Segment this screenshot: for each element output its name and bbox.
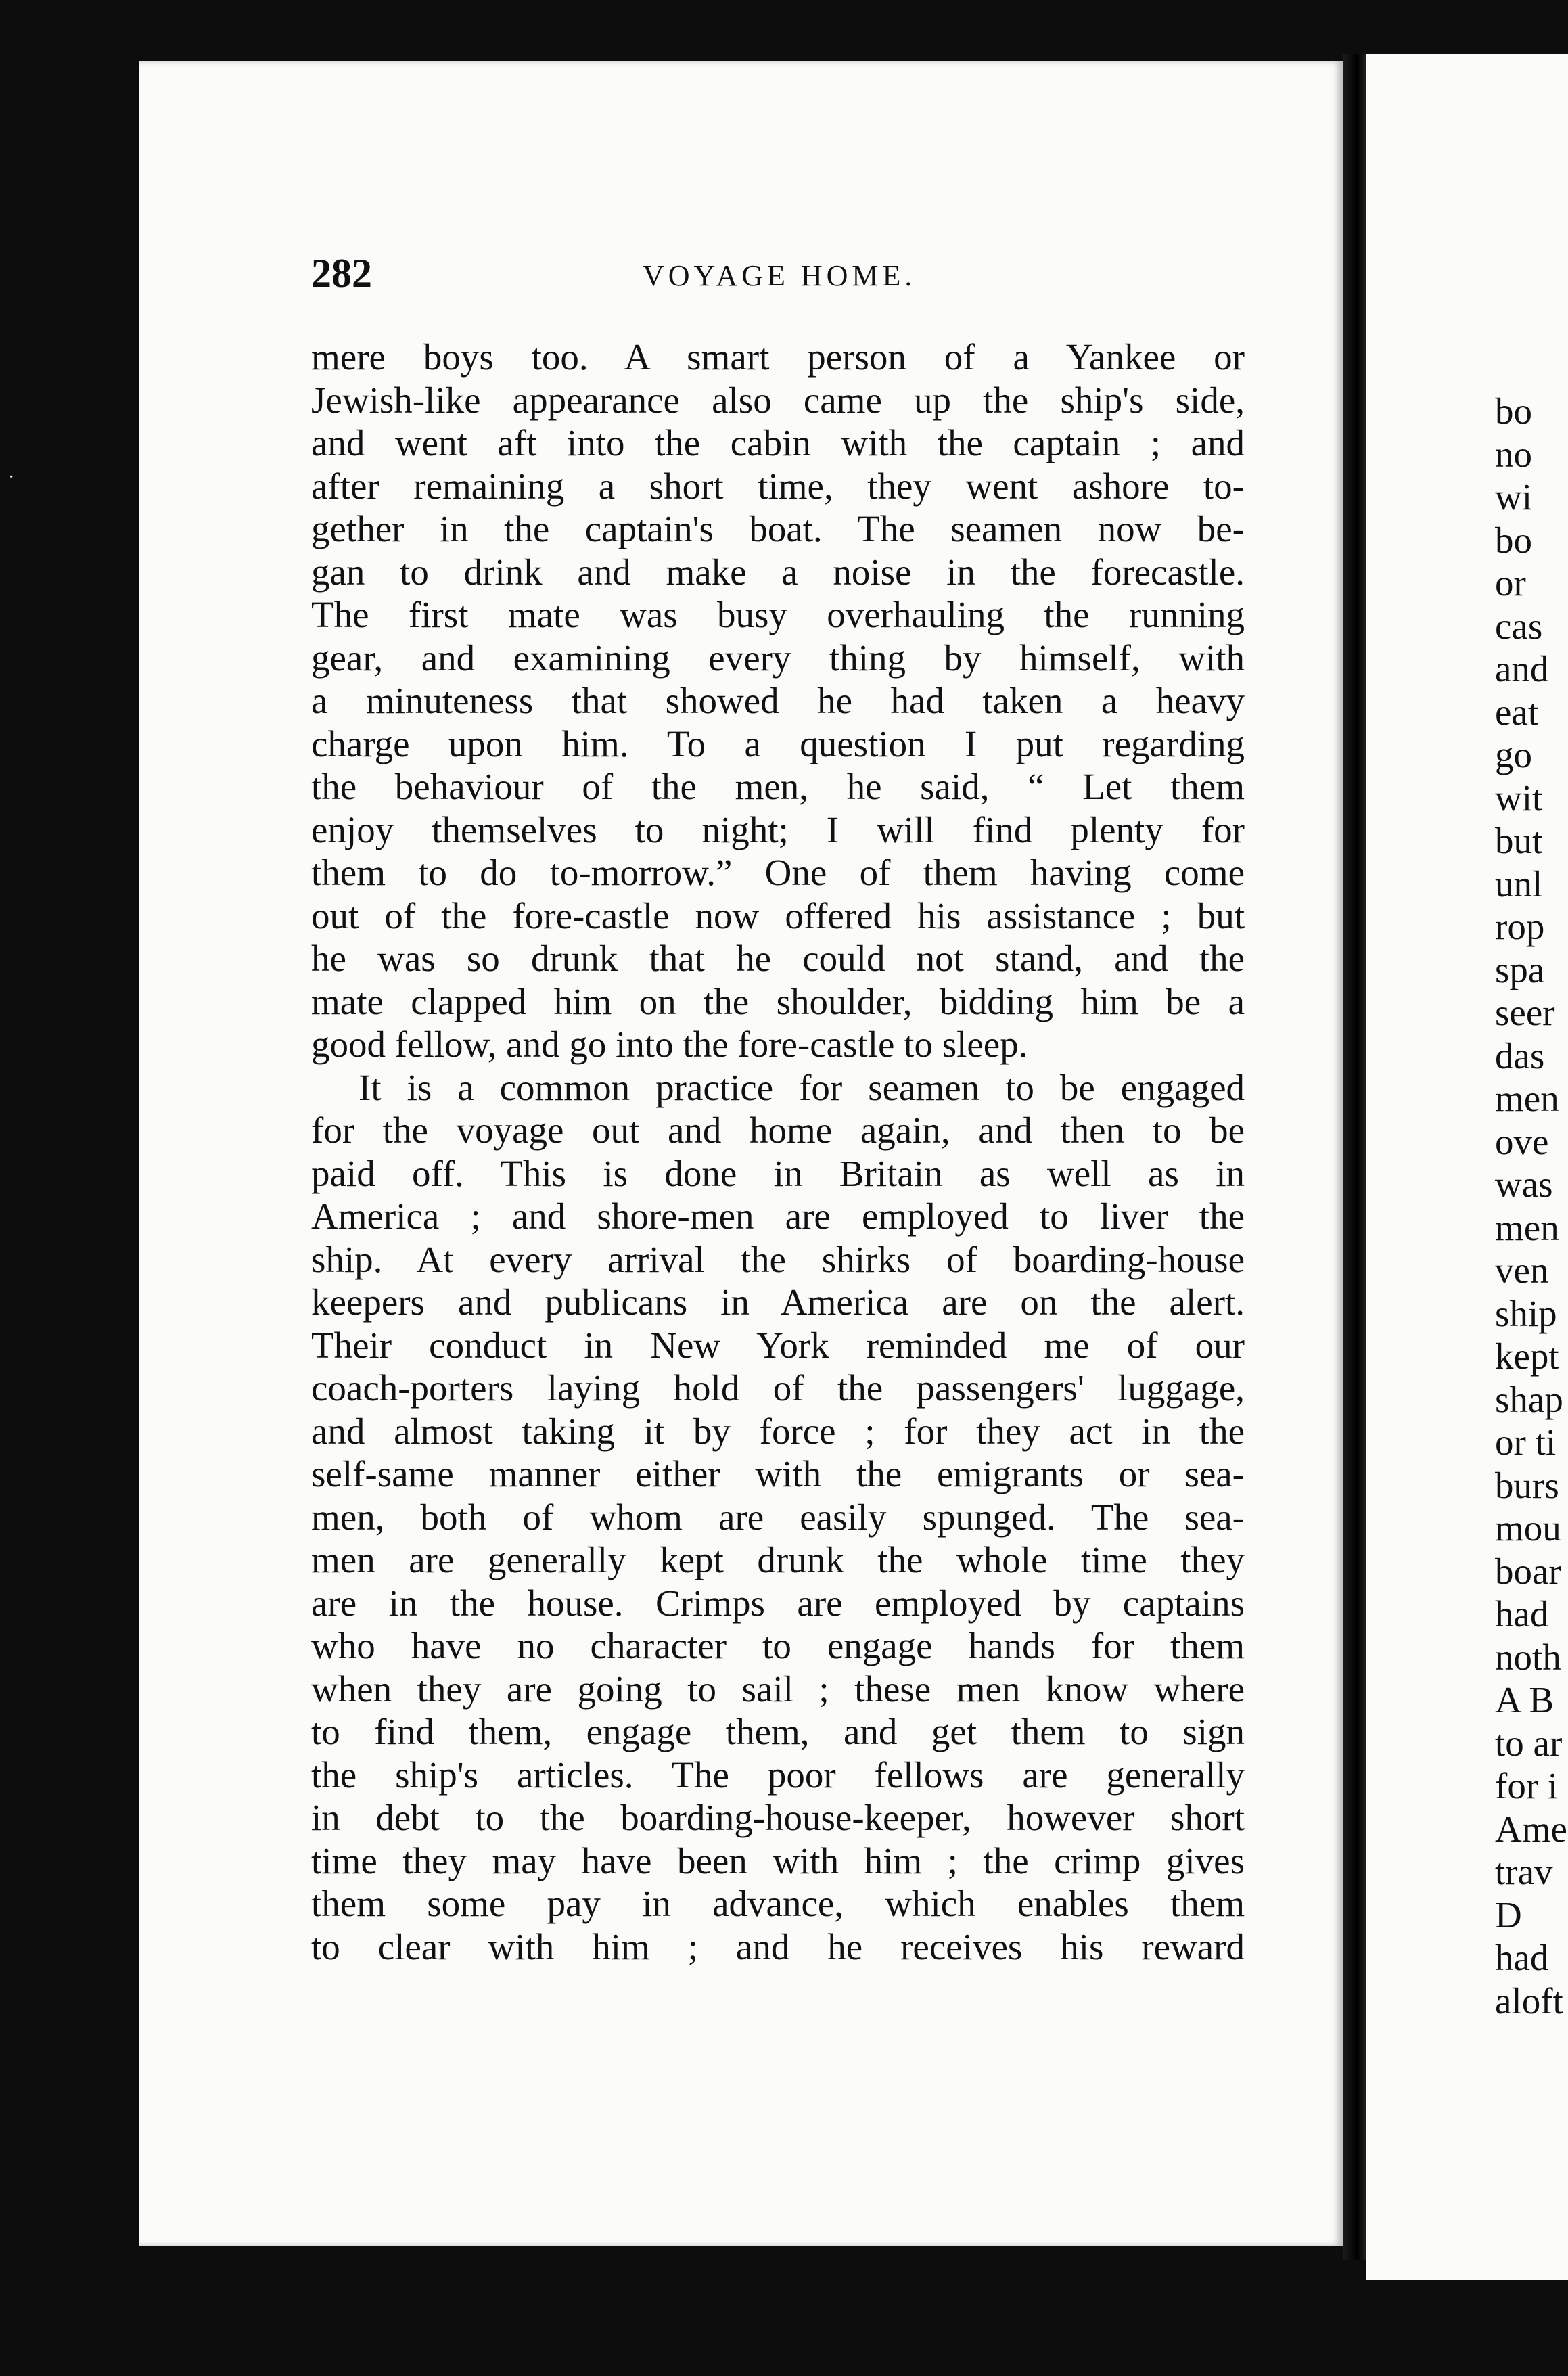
facing-page-fragment: seer [1495, 992, 1555, 1033]
facing-page-fragment: wit [1495, 777, 1543, 819]
text-line: America ; and shore-men are employed to liver the [311, 1195, 1245, 1237]
facing-page-fragment: ship [1495, 1292, 1557, 1334]
text-line: Jewish-like appearance also came up the ship's side, [311, 379, 1245, 421]
facing-page-fragment: go [1495, 734, 1532, 775]
right-page-text [1495, 390, 1568, 2022]
text-line: good fellow, and go into the fore-castle to sleep. [311, 1024, 1028, 1065]
text-line: them some pay in advance, which enables them [311, 1883, 1245, 1924]
text-line: to clear with him ; and he receives his reward [311, 1925, 1245, 1967]
text-line: keepers and publicans in America are on the alert. [311, 1281, 1245, 1323]
facing-page-fragment: and [1495, 648, 1549, 689]
facing-page-fragment: was [1495, 1164, 1553, 1205]
facing-page-fragment: ven [1495, 1250, 1549, 1291]
text-line: men are generally kept drunk the whole time they [311, 1539, 1245, 1580]
text-line: gear, and examining every thing by himself, with [311, 637, 1245, 679]
facing-page-fragment: but [1495, 820, 1543, 861]
facing-page-fragment: no [1495, 433, 1532, 475]
facing-page-fragment: mou [1495, 1507, 1561, 1549]
facing-page-fragment: eat [1495, 691, 1539, 733]
text-line: Their conduct in New York reminded me of our [311, 1324, 1245, 1366]
facing-page-fragment: das [1495, 1034, 1545, 1076]
facing-page-fragment: or ti [1495, 1421, 1557, 1463]
facing-page-fragment: had [1495, 1593, 1549, 1635]
facing-page-fragment: aloft [1495, 1980, 1563, 2021]
running-head: VOYAGE HOME. [643, 259, 917, 292]
text-line: the ship's articles. The poor fellows are generally [311, 1754, 1245, 1796]
facing-page-fragment: D [1495, 1894, 1522, 1936]
text-line: self-same manner either with the emigrants or sea- [311, 1453, 1245, 1494]
text-line: coach-porters laying hold of the passengers' luggage, [311, 1367, 1245, 1409]
facing-page-fragment: to ar [1495, 1722, 1563, 1764]
text-line: time they may have been with him ; the crimp gives [311, 1840, 1245, 1881]
facing-page-fragment: wi [1495, 476, 1532, 518]
text-line: and almost taking it by force ; for they act in the [311, 1410, 1245, 1452]
right-page [1366, 54, 1568, 2280]
facing-page-fragment: bo [1495, 519, 1532, 561]
text-line: and went aft into the cabin with the captain ; and [311, 422, 1245, 463]
text-line: men, both of whom are easily spunged. The sea- [311, 1496, 1245, 1538]
text-line: a minuteness that showed he had taken a heavy [311, 680, 1245, 721]
text-line: are in the house. Crimps are employed by captains [311, 1582, 1245, 1624]
text-line: for the voyage out and home again, and then to be [311, 1110, 1245, 1151]
text-line: out of the fore-castle now offered his assistance ; but [311, 894, 1245, 936]
text-line: ship. At every arrival the shirks of boarding-house [311, 1238, 1245, 1280]
body-text [311, 336, 1245, 1968]
text-line: enjoy themselves to night; I will find plenty for [311, 808, 1245, 850]
facing-page-fragment: unl [1495, 863, 1543, 905]
text-line: when they are going to sail ; these men know where [311, 1668, 1245, 1710]
book-gutter [1343, 54, 1366, 2260]
text-line: It is a common practice for seamen to be engaged [359, 1066, 1245, 1108]
facing-page-fragment: shap [1495, 1378, 1563, 1420]
facing-page-fragment: noth [1495, 1636, 1561, 1678]
text-line: the behaviour of the men, he said, “ Let them [311, 766, 1245, 807]
facing-page-fragment: burs [1495, 1464, 1559, 1506]
text-line: mate clapped him on the shoulder, bidding him be a [311, 980, 1245, 1022]
text-line: mere boys too. A smart person of a Yankee or [311, 336, 1245, 378]
facing-page-fragment: spa [1495, 949, 1545, 990]
text-line: The first mate was busy overhauling the running [311, 594, 1245, 635]
text-line: after remaining a short time, they went ashore to- [311, 465, 1245, 507]
margin-speck: · [8, 467, 15, 488]
text-line: gether in the captain's boat. The seamen now be- [311, 508, 1245, 549]
text-line: charge upon him. To a question I put regarding [311, 723, 1245, 764]
text-line: gan to drink and make a noise in the forecastle. [311, 551, 1245, 593]
text-line: to find them, engage them, and get them to sign [311, 1711, 1245, 1752]
facing-page-fragment: trav [1495, 1851, 1553, 1892]
facing-page-fragment: boar [1495, 1550, 1561, 1592]
facing-page-fragment: bo [1495, 390, 1532, 432]
facing-page-fragment: kept [1495, 1335, 1559, 1377]
facing-page-fragment: had [1495, 1937, 1549, 1978]
facing-page-fragment: rop [1495, 906, 1545, 947]
text-line: he was so drunk that he could not stand, and the [311, 938, 1245, 979]
text-line: them to do to-morrow.” One of them having come [311, 852, 1245, 893]
facing-page-fragment: or [1495, 562, 1526, 603]
facing-page-fragment: ove [1495, 1120, 1549, 1162]
facing-page-fragment: men [1495, 1078, 1559, 1119]
page-header [311, 250, 1245, 298]
facing-page-fragment: cas [1495, 605, 1543, 647]
text-line: in debt to the boarding-house-keeper, however short [311, 1797, 1245, 1838]
facing-page-fragment: men [1495, 1206, 1559, 1248]
facing-page-fragment: A B [1495, 1679, 1554, 1720]
text-line: who have no character to engage hands for them [311, 1625, 1245, 1666]
facing-page-fragment: for i [1495, 1765, 1559, 1806]
facing-page-fragment: Ame [1495, 1808, 1567, 1850]
page-number: 282 [311, 251, 372, 296]
text-line: paid off. This is done in Britain as well as in [311, 1152, 1245, 1194]
